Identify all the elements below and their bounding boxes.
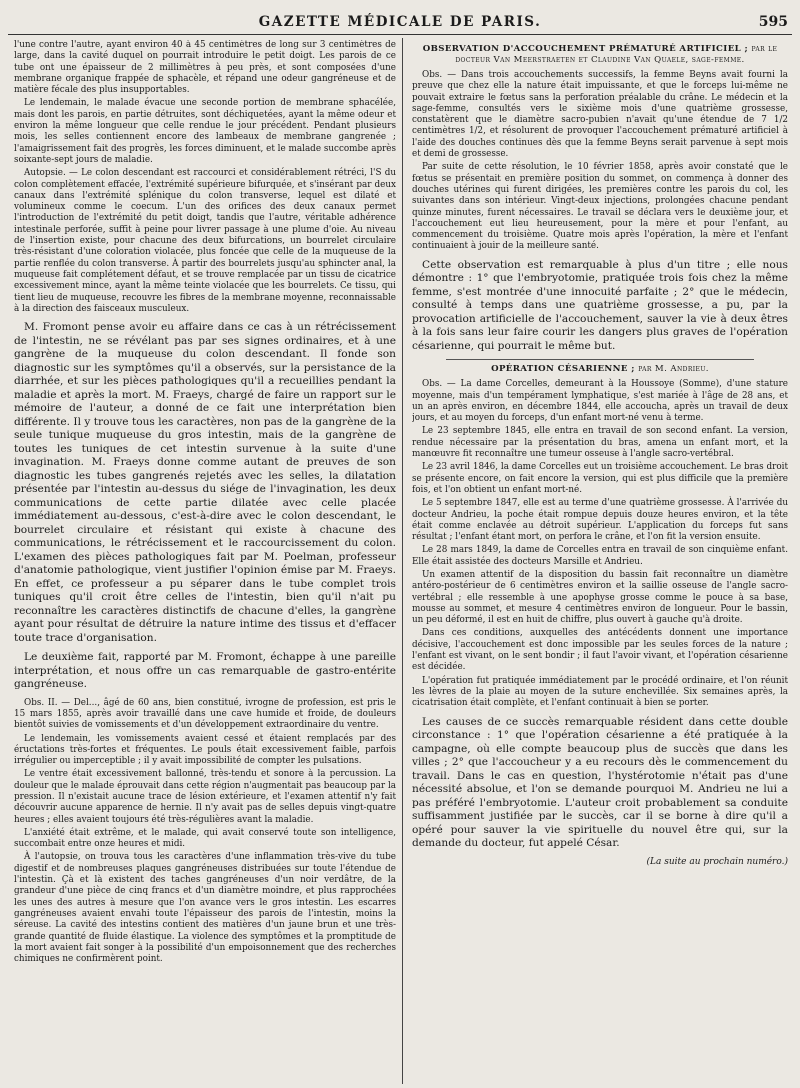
paragraph: Le 23 avril 1846, la dame Corcelles eut un troisième accouchement. Le bras droit se présente encore, on fait encore la version, qui est plus difficile que la première fois, et l'on obtient un enfant mort-né. xyxy=(412,462,788,495)
journal-title: GAZETTE MÉDICALE DE PARIS. xyxy=(258,14,542,30)
paragraph: L'anxiété était extrême, et le malade, qui avait conservé toute son intelligence, succombait entre onze heures et midi. xyxy=(14,827,396,850)
commentary: Les causes de ce succès remarquable résident dans cette double circonstance : 1° que l'opération césarienne a été pratiquée à la campagne, où elle compte beaucoup plus de succès que dans les villes ; 2° que l'accoucheur y a eu recours dès le commencement du travail. Dans le cas en question, l'hystérotomie n'était pas d'une nécessité absolue, et l'on se demande pourquoi M. Andrieu ne lui a pas préféré l'embryotomie. L'auteur croit probablement sa conduite suffisamment justifiée par le succès, car il se borne à dire qu'il a opéré pour sauver la vie spirituelle du nouvel être qui, sur la demande du docteur, fut appelé César. xyxy=(412,715,788,850)
paragraph: Le lendemain, les vomissements avaient cessé et étaient remplacés par des éructations très-fortes et fréquentes. Le pouls était excessivement faible, parfois irrégulier ou imperceptible ; il y avait impossibilité de compter les pulsations. xyxy=(14,733,396,767)
section-author: par le docteur Van Meerstraeten et Claudine Van Quaele, sage-femme. xyxy=(455,44,778,65)
paragraph: Le deuxième fait, rapporté par M. Fromont, échappe à une pareille interprétation, et nous offre un cas remarquable de gastro-entérite gangréneuse. xyxy=(14,651,396,691)
paragraph: L'opération fut pratiquée immédiatement par le procédé ordinaire, et l'on réunit les lèvres de la plaie au moyen de la suture enchevillée. Six semaines après, la cicatrisation était complète, et l'enfant continuait à bien se porter. xyxy=(412,675,788,709)
header-rule xyxy=(8,34,792,35)
paragraph: Par suite de cette résolution, le 10 février 1858, après avoir constaté que le fœtus se présentait en première position du sommet, on commença à donner des douches utérines qui furent dirigées, les premières contre les parois du col, les suivantes dans son intérieur. Vingt-deux injections, prolongées chacune pendant quinze minutes, furent nécessaires. Le travail se déclara vers le deuxième jour, et l'accouchement eut lieu heureusement, pour la mère et pour l'enfant, au commencement du troisième. Quatre mois après l'opération, la mère et l'enfant continuaient à jouir de la meilleure santé. xyxy=(412,162,788,252)
paragraph: M. Fromont pense avoir eu affaire dans ce cas à un rétrécissement de l'intestin, ne se révélant pas par ses signes ordinaires, et à une gangrène de la muqueuse du colon descendant. Il fonde son diagnostic sur les symptômes qu'il a observés, sur la persistance de la diarrhée, et sur les pièces pathologiques qu'il a recueillies pendant la maladie et après la mort. M. Fraeys, chargé de faire un rapport sur le mémoire de l'auteur, a donné de ce fait une interprétation bien différente. Il y trouve tous les caractères, non pas de la gangrène de la seule tunique muqueuse du gros intestin, mais de la gangrène de toutes les tuniques de cet intestin survenue à la suite d'une invagination. M. Fraeys donne comme autant de preuves de son diagnostic les tubes gangrenés rejetés avec les selles, la dilatation présentée par l'intestin au-dessus du siége de l'invagination, les deux communications de cette partie dilatée avec celle placée immédiatement au-dessous, c'est-à-dire avec le colon descendant, le bourrelet circulaire et résistant qui existe à chacune des communications, le rétrécissement et le raccourcissement du colon. L'examen des pièces pathologiques fait par M. Poelman, professeur d'anatomie pathologique, vient justifier l'opinion émise par M. Fraeys. En effet, ce professeur a pu séparer dans le tube complet trois tuniques qu'il croit être celles de l'intestin, bien qu'il n'ait pu reconnaître les caractères distinctifs de chacune d'elles, la gangrène ayant pour résultat de détruire la nature intime des tissus et d'effacer toute trace d'organisation. xyxy=(14,321,396,644)
continuation-note: (La suite au prochain numéro.) xyxy=(646,856,788,867)
section-title: OPÉRATION CÉSARIENNE ; xyxy=(491,364,635,375)
section-heading xyxy=(412,44,788,66)
paragraph: Le lendemain, le malade évacue une seconde portion de membrane sphacélée, mais dont les parois, en partie détruites, sont déchiquetées, ayant la même odeur et environ la même longueur que celle rendue le jour précédent. Pendant plusieurs mois, les selles contiennent encore des lambeaux de membrane gangrenée ; l'amaigrissement fait des progrès, les forces diminuent, et le malade succombe après soixante-sept jours de maladie. xyxy=(14,98,396,165)
paragraph: Dans ces conditions, auxquelles des antécédents donnent une importance décisive, l'accouchement est donc impossible par les seules forces de la nature ; l'enfant est vivant, on le sent bondir ; il faut l'avoir vivant, et l'opération césarienne est décidée. xyxy=(412,628,788,673)
paragraph: Le 5 septembre 1847, elle est au terme d'une quatrième grossesse. À l'arrivée du docteur Andrieu, la poche était rompue depuis douze heures environ, et la tête était comme enclavée au détroit supérieur. L'application du forceps fut sans résultat ; l'enfant étant mort, on perfora le crâne, et l'on fit la version ensuite. xyxy=(412,498,788,543)
paragraph: Autopsie. — Le colon descendant est raccourci et considérablement rétréci, l'S du colon complètement effacée, l'extrémité supérieure bifurquée, et s'insérant par deux canaux dans l'extrémité splénique du colon transverse, lequel est dilaté et volumineux comme le coecum. L'un des orifices des deux canaux permet l'introduction de l'extrémité du petit doigt, tandis que l'autre, véritable adhérence intestinale perforée, suffit à peine pour livrer passage à une plume d'oie. Au niveau de l'insertion existe, pour chacune des deux bifurcations, un bourrelet circulaire très-résistant d'une coloration violacée, plus foncée que celle de la muqueuse de la partie renflée du colon transverse. À partir des bourrelets jusqu'au sphincter anal, la muqueuse fait complétement défaut, et se trouve remplacée par un tissu de cicatrice excessivement mince, ayant la même teinte violacée que les bourrelets. Ce tissu, qui tient lieu de muqueuse, recouvre les fibres de la membrane moyenne, reconnaissable à la direction des faisceaux musculeux. xyxy=(14,168,396,314)
paragraph: l'une contre l'autre, ayant environ 40 à 45 centimètres de long sur 3 centimètres de large, dans la cavité duquel on pourrait introduire le petit doigt. Les parois de ce tube ont une épaisseur de 2 millimètres à peu près, et sont composées d'une membrane organique frappée de sphacèle, et répand une odeur gangréneuse et de matière fécale des plus insupportables. xyxy=(14,40,396,96)
paragraph: Le ventre était excessivement ballonné, très-tendu et sonore à la percussion. La douleur que le malade éprouvait dans cette région n'augmentait pas beaucoup par la pression. Il n'existait aucune trace de lésion extérieure, et l'examen attentif n'y fait découvrir aucune apparence de hernie. Il n'y avait pas de selles depuis vingt-quatre heures ; elles avaient toujours été très-régulières avant la maladie. xyxy=(14,769,396,825)
section-author: par M. Andrieu. xyxy=(638,364,709,375)
paragraph: Obs. — La dame Corcelles, demeurant à la Houssoye (Somme), d'une stature moyenne, mais d'un tempérament lymphatique, s'est mariée à l'âge de 28 ans, et un an après environ, en décembre 1844, elle accoucha, après un travail de deux jours, et au moyen du forceps, d'un enfant mort-né venu à terme. xyxy=(412,379,788,424)
right-column xyxy=(412,40,788,1080)
paragraph: Le 23 septembre 1845, elle entra en travail de son second enfant. La version, rendue nécessaire par la présentation du bras, amena un enfant mort, et la manœuvre fit reconnaître une tumeur osseuse à l'angle sacro-vertébral. xyxy=(412,426,788,460)
section-heading xyxy=(412,364,788,375)
paragraph: Le 28 mars 1849, la dame de Corcelles entra en travail de son cinquième enfant. Elle était assistée des docteurs Marsille et Andrieu. xyxy=(412,545,788,567)
section-title: OBSERVATION D'ACCOUCHEMENT PRÉMATURÉ ARTIFICIEL ; xyxy=(422,44,749,54)
column-divider xyxy=(402,38,403,1084)
section-separator xyxy=(446,359,754,360)
paragraph: Obs. II. — Del..., âgé de 60 ans, bien constitué, ivrogne de profession, est pris le 15 mars 1855, après avoir travaillé dans une cave humide et froide, de douleurs bientôt suivies de vomissements et d'un développement extraordinaire du ventre. xyxy=(14,697,396,731)
running-header xyxy=(0,14,800,34)
page-number: 595 xyxy=(758,14,788,30)
paragraph: À l'autopsie, on trouva tous les caractères d'une inflammation très-vive du tube digestif et de nombreuses plaques gangréneuses distribuées sur toute l'étendue de l'intestin. Çà et là existent des taches gangréneuses d'un noir verdâtre, de la grandeur d'une pièce de cinq francs et d'un diamètre moindre, et plus rapprochées les unes des autres à mesure que l'on avance vers le gros intestin. Les escarres gangréneuses avaient envahi toute l'épaisseur des parois de l'intestin, moins la séreuse. La cavité des intestins contient des matières d'un jaune brun et une très-grande quantité de fluide élastique. La violence des symptômes et la promptitude de la mort avaient fait songer à la possibilité d'un empoisonnement que des recherches chimiques ne confirmèrent point. xyxy=(14,852,396,965)
paragraph: Un examen attentif de la disposition du bassin fait reconnaître un diamètre antéro-postérieur de 6 centimètres environ et la saillie osseuse de l'angle sacro-vertébral ; elle ressemble à une apophyse grosse comme le pouce à sa base, mousse au sommet, et mesure 4 centimètres environ de longueur. Pour le bassin, un peu déformé, il est en huit de chiffre, plus ouvert à gauche qu'à droite. xyxy=(412,570,788,626)
left-column xyxy=(14,40,396,1080)
commentary: Cette observation est remarquable à plus d'un titre ; elle nous démontre : 1° que l'embryotomie, pratiquée trois fois chez la même femme, s'est montrée d'une innocuité parfaite ; 2° que le médecin, consulté à temps dans une quatrième grossesse, a pu, par la provocation artificielle de l'accouchement, sauver la vie à deux êtres à la fois sans leur faire courir les dangers plus graves de l'opération césarienne, qui pourrait le même but. xyxy=(412,258,788,352)
paragraph: Obs. — Dans trois accouchements successifs, la femme Beyns avait fourni la preuve que chez elle la nature était impuissante, et que le forceps lui-même ne pouvait extraire le fœtus sans la perforation préalable du crâne. Le médecin et la sage-femme, consultés vers le sixième mois d'une quatrième grossesse, constatèrent que le diamètre sacro-pubien n'avait qu'une étendue de 7 1/2 centimètres 1/2, et résolurent de provoquer l'accouchement prématuré artificiel à l'aide des douches continues dès que la femme Beyns serait parvenue à sept mois et demi de grossesse. xyxy=(412,70,788,160)
